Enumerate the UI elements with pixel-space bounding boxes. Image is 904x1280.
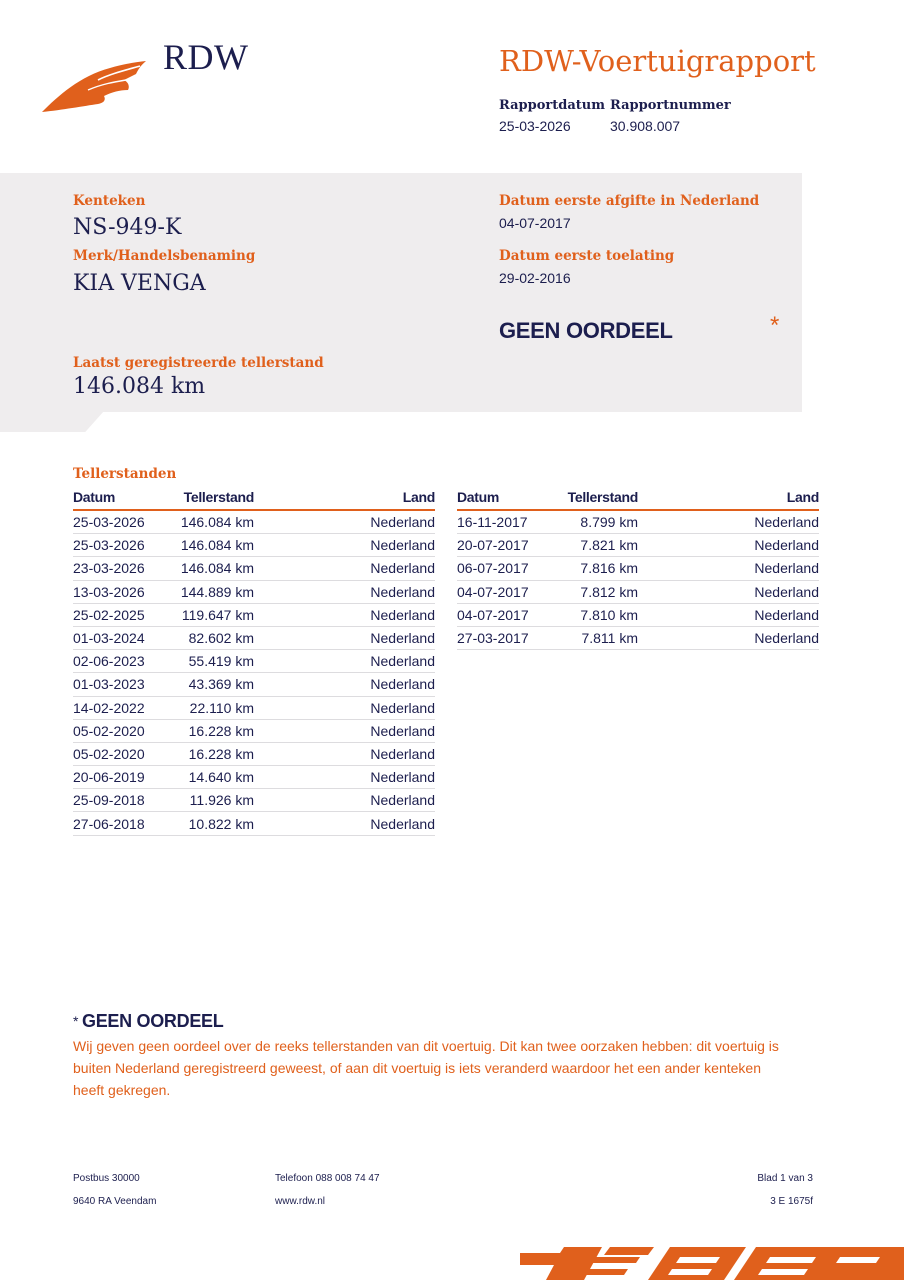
reading-date: 05-02-2020: [73, 722, 145, 739]
reading-date: 06-07-2017: [457, 560, 529, 577]
reading-date: 04-07-2017: [457, 583, 529, 600]
reading-km: 7.821 km: [580, 537, 638, 554]
afgifte-value: 04-07-2017: [499, 215, 571, 231]
kenteken-value: NS-949-K: [73, 215, 182, 240]
reading-km: 55.419 km: [188, 653, 254, 670]
reading-date: 27-06-2018: [73, 815, 145, 832]
reading-date: 16-11-2017: [457, 514, 528, 531]
reading-land: Nederland: [370, 583, 435, 600]
reading-land: Nederland: [370, 792, 435, 809]
table-header: [457, 489, 819, 511]
rapportnummer-value: 30.908.007: [610, 118, 681, 134]
reading-date: 20-07-2017: [457, 537, 529, 554]
col-land: Land: [402, 489, 435, 505]
reading-date: 25-02-2025: [73, 606, 145, 623]
reading-date: 20-06-2019: [73, 769, 145, 786]
reading-km: 146.084 km: [180, 514, 254, 531]
reading-km: 10.822 km: [188, 815, 254, 832]
reading-km: 11.926 km: [189, 792, 254, 809]
reading-km: 8.799 km: [580, 514, 638, 531]
col-datum: Datum: [457, 489, 500, 505]
reading-km: 144.889 km: [180, 583, 254, 600]
reading-land: Nederland: [754, 583, 819, 600]
table-row: [73, 604, 435, 627]
footnote-title: GEEN OORDEEL: [82, 1011, 224, 1031]
brand-name: RDW: [163, 37, 249, 77]
reading-land: Nederland: [370, 676, 435, 693]
reading-km: 82.602 km: [188, 630, 254, 647]
col-land: Land: [786, 489, 819, 505]
toelating-label: Datum eerste toelating: [499, 248, 675, 264]
reading-land: Nederland: [370, 537, 435, 554]
panel-tab-decoration: [0, 411, 104, 432]
table-row: [73, 720, 435, 743]
table-row: [73, 557, 435, 580]
rapportnummer-label: Rapportnummer: [610, 98, 731, 113]
reading-km: 119.647 km: [181, 606, 254, 623]
afgifte-label: Datum eerste afgifte in Nederland: [499, 193, 760, 209]
reading-date: 25-03-2026: [73, 537, 145, 554]
reading-date: 23-03-2026: [73, 560, 145, 577]
reading-km: 7.810 km: [580, 606, 638, 623]
table-row: [73, 627, 435, 650]
readings-table-left: [73, 489, 435, 836]
table-row: [73, 650, 435, 673]
merk-label: Merk/Handelsbenaming: [73, 248, 256, 264]
verdict-footnote-marker: *: [770, 312, 780, 339]
table-row: [457, 534, 819, 557]
table-body: [457, 511, 819, 650]
table-row: [73, 812, 435, 835]
reading-land: Nederland: [754, 514, 819, 531]
reading-land: Nederland: [370, 560, 435, 577]
footer-postbus: Postbus 30000: [73, 1173, 140, 1184]
table-header: [73, 489, 435, 511]
reading-date: 05-02-2020: [73, 745, 145, 762]
col-tellerstand: Tellerstand: [183, 489, 254, 505]
table-body: [73, 511, 435, 836]
table-row: [73, 766, 435, 789]
rdw-stripes-icon: [520, 1243, 904, 1280]
footnote-marker: *: [73, 1013, 79, 1029]
rapportdatum-label: Rapportdatum: [499, 98, 605, 113]
reading-land: Nederland: [370, 514, 435, 531]
footer-website[interactable]: www.rdw.nl: [275, 1196, 326, 1207]
reading-km: 7.811 km: [581, 630, 638, 647]
readings-heading: Tellerstanden: [73, 466, 177, 482]
reading-km: 7.816 km: [580, 560, 638, 577]
table-row: [457, 604, 819, 627]
table-row: [73, 581, 435, 604]
footnote-text: Wij geven geen oordeel over de reeks tellerstanden van dit voertuig. Dit kan twee oorzaken hebben: dit voertuig is buiten Nederland geregistreerd geweest, of aan dit voertuig is iets veranderd waardoor het een ander kenteken heeft gekregen.: [73, 1038, 779, 1098]
reading-km: 43.369 km: [188, 676, 254, 693]
reading-date: 04-07-2017: [457, 606, 529, 623]
rapportdatum-value: 25-03-2026: [499, 118, 571, 134]
col-datum: Datum: [73, 489, 116, 505]
rdw-logo-icon: [40, 56, 150, 116]
reading-date: 02-06-2023: [73, 653, 145, 670]
reading-km: 16.228 km: [188, 722, 254, 739]
table-row: [73, 673, 435, 696]
reading-km: 7.812 km: [580, 583, 638, 600]
reading-date: 01-03-2024: [73, 630, 145, 647]
reading-land: Nederland: [370, 653, 435, 670]
reading-land: Nederland: [754, 606, 819, 623]
table-row: [457, 581, 819, 604]
reading-land: Nederland: [370, 769, 435, 786]
tellerstand-value: 146.084 km: [73, 374, 206, 399]
reading-land: Nederland: [370, 699, 435, 716]
toelating-value: 29-02-2016: [499, 270, 571, 286]
reading-land: Nederland: [370, 630, 435, 647]
reading-land: Nederland: [754, 560, 819, 577]
reading-land: Nederland: [370, 722, 435, 739]
table-row: [73, 743, 435, 766]
table-row: [73, 789, 435, 812]
reading-date: 27-03-2017: [457, 630, 529, 647]
footer-code: 3 E 1675f: [770, 1196, 813, 1207]
readings-table-right: [457, 489, 819, 650]
reading-land: Nederland: [370, 745, 435, 762]
table-row: [457, 511, 819, 534]
footer-city: 9640 RA Veendam: [73, 1196, 157, 1207]
reading-land: Nederland: [370, 606, 435, 623]
tellerstand-label: Laatst geregistreerde tellerstand: [73, 355, 324, 371]
reading-date: 01-03-2023: [73, 676, 145, 693]
reading-land: Nederland: [754, 630, 819, 647]
report-title: RDW-Voertuigrapport: [499, 44, 816, 78]
reading-land: Nederland: [370, 815, 435, 832]
footer-page-number: Blad 1 van 3: [757, 1173, 813, 1184]
verdict-text: GEEN OORDEEL: [499, 318, 673, 343]
col-tellerstand: Tellerstand: [567, 489, 638, 505]
reading-date: 25-09-2018: [73, 792, 145, 809]
merk-value: KIA VENGA: [73, 271, 206, 296]
table-row: [73, 697, 435, 720]
reading-km: 16.228 km: [188, 745, 254, 762]
table-row: [73, 511, 435, 534]
table-row: [457, 557, 819, 580]
footer-telefoon: Telefoon 088 008 74 47: [275, 1173, 380, 1184]
reading-date: 25-03-2026: [73, 514, 145, 531]
reading-km: 22.110 km: [189, 699, 254, 716]
reading-km: 146.084 km: [180, 560, 254, 577]
reading-land: Nederland: [754, 537, 819, 554]
reading-date: 13-03-2026: [73, 583, 145, 600]
table-row: [457, 627, 819, 650]
kenteken-label: Kenteken: [73, 193, 146, 209]
reading-km: 146.084 km: [180, 537, 254, 554]
reading-km: 14.640 km: [188, 769, 254, 786]
reading-date: 14-02-2022: [73, 699, 145, 716]
table-row: [73, 534, 435, 557]
